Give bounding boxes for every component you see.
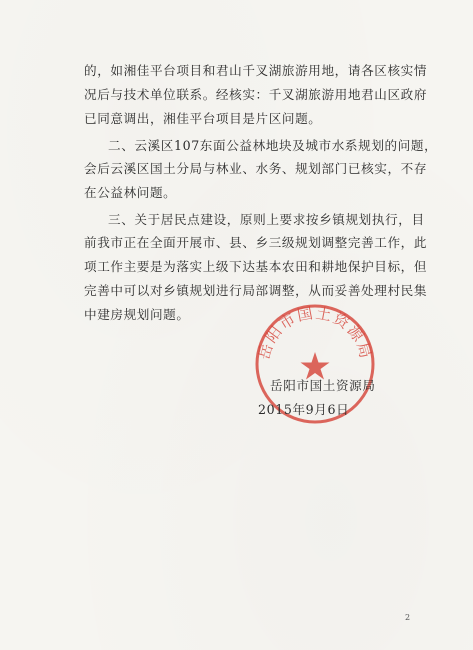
paragraph-2-line-2: 会后云溪区国土分局与林业、水务、规划部门已核实，不存: [84, 161, 428, 176]
paragraph-3-line-3: 项工作主要是为落实上级下达基本农田和耕地保护目标，但: [84, 259, 428, 274]
seal-text: 岳阳市国土资源局: [254, 304, 376, 362]
paragraph-1-line-3: 已同意调出，湘佳平台项目是片区问题。: [84, 111, 322, 126]
paragraph-3-line-1: 三、关于居民点建设，原则上要求按乡镇规划执行，目: [108, 212, 425, 227]
paragraph-2-line-3: 在公益林问题。: [84, 185, 177, 200]
signature-organization: 岳阳市国土资源局: [270, 378, 376, 393]
paragraph-3-line-2: 前我市正在全面开展市、县、乡三级规划调整完善工作，此: [84, 235, 428, 250]
paragraph-3-line-5: 中建房规划问题。: [84, 307, 190, 322]
paragraph-2-line-1: 二、云溪区107东面公益林地块及城市水系规划的问题，: [108, 138, 438, 153]
paragraph-3-line-4: 完善中可以对乡镇规划进行局部调整，从而妥善处理村民集: [84, 283, 428, 298]
paragraph-1-line-2: 况后与技术单位联系。经核实：千叉湖旅游用地君山区政府: [84, 87, 428, 102]
signature-date: 2015年9月6日: [258, 402, 350, 417]
paragraph-1-line-1: 的，如湘佳平台项目和君山千叉湖旅游用地，请各区核实情: [84, 63, 428, 78]
page-number: 2: [405, 613, 411, 622]
